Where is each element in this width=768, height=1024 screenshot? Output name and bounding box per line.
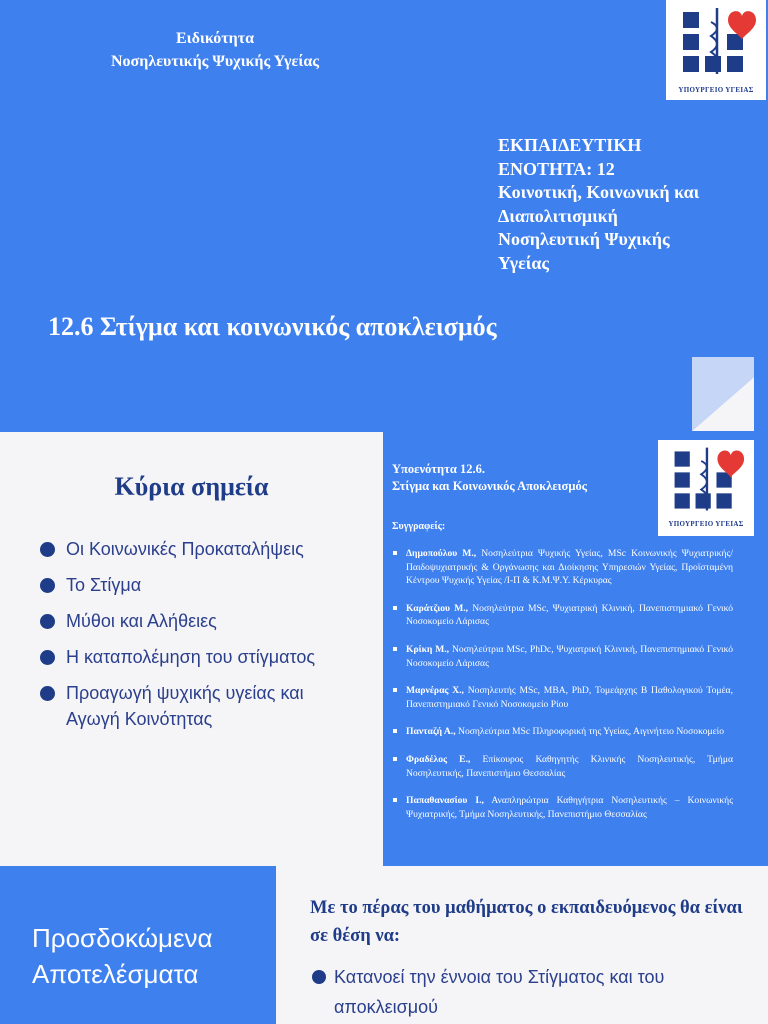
bullet-icon xyxy=(40,686,55,701)
outcomes-title: Προσδοκώμενα Αποτελέσματα xyxy=(32,923,213,989)
unit-line: Διαπολιτισμική xyxy=(498,205,618,226)
bullet-icon xyxy=(393,688,397,692)
authors-list xyxy=(392,547,733,835)
author-item: Κρίκη Μ., Νοσηλεύτρια MSc, PhDc, Ψυχιατρική Κλινική, Πανεπιστημιακό Γενικό Νοσοκομείο Λάρισας xyxy=(392,643,733,670)
author-item: Καράτζιου Μ., Νοσηλεύτρια MSc, Ψυχιατρική Κλινική, Πανεπιστημιακό Γενικό Νοσοκομείο Λάρισας xyxy=(392,602,733,629)
bullet-icon xyxy=(40,542,55,557)
key-points-list xyxy=(40,536,360,742)
authors-heading: Συγγραφείς: xyxy=(392,521,446,532)
list-item: Προαγωγή ψυχικής υγείας και Αγωγή Κοινότητας xyxy=(40,680,360,732)
author-item: Φραδέλος Ε., Επίκουρος Καθηγητής Κλινικής Νοσηλευτικής, Τμήμα Νοσηλευτικής, Πανεπιστήμιο Θεσσαλίας xyxy=(392,753,733,780)
page-fold-decoration-icon xyxy=(692,357,754,431)
specialty-line1: Ειδικότητα xyxy=(175,30,255,47)
logo-caption: ΥΠΟΥΡΓΕΙΟ ΥΓΕΙΑΣ xyxy=(678,86,754,94)
unit-line: Κοινοτική, Κοινωνική και xyxy=(498,182,700,202)
bullet-icon xyxy=(312,970,326,984)
unit-line: Υγείας xyxy=(498,252,550,273)
unit-heading xyxy=(498,134,748,275)
specialty-line2: Νοσηλευτικής Ψυχικής Υγείας xyxy=(111,53,319,70)
unit-line: Νοσηλευτική Ψυχικής xyxy=(498,229,670,249)
bullet-icon xyxy=(40,650,55,665)
bullet-icon xyxy=(393,729,397,733)
bullet-icon xyxy=(393,757,397,761)
author-item: Παπαθανασίου Ι., Αναπληρώτρια Καθηγήτρια Νοσηλευτικής – Κοινωνικής Ψυχιατρικής, Τμήμα Νοσηλευτικής, Πανεπιστήμιο Θεσσαλίας xyxy=(392,794,733,821)
key-points-title: Κύρια σημεία xyxy=(114,472,269,501)
ministry-logo xyxy=(666,0,766,100)
ministry-of-health-logo-icon xyxy=(666,0,766,84)
list-item: Το Στίγμα xyxy=(40,572,360,598)
unit-line: ΕΝΟΤΗΤΑ: 12 xyxy=(498,158,615,179)
lesson-title: 12.6 Στίγμα και κοινωνικός αποκλεισμός xyxy=(48,312,497,341)
bullet-icon xyxy=(393,551,397,555)
author-item: Μαρνέρας Χ., Νοσηλευτής MSc, MBA, PhD, Τομεάρχης Β Παθολογικού Τομέα, Πανεπιστημιακό Γενικό Νοσοκομείο Ρίου xyxy=(392,684,733,711)
list-item: Μύθοι και Αλήθειες xyxy=(40,608,360,634)
author-item: Πανταζή Α., Νοσηλεύτρια MSc Πληροφορική της Υγείας, Αιγινήτειο Νοσοκομείο xyxy=(392,725,733,739)
bullet-icon xyxy=(393,647,397,651)
bullet-icon xyxy=(40,578,55,593)
outcomes-lead: Με το πέρας του μαθήματος ο εκπαιδευόμενος θα είναι σε θέση να: xyxy=(310,898,743,946)
bullet-icon xyxy=(393,798,397,802)
specialty-heading xyxy=(60,27,370,73)
author-item: Δημοπούλου Μ., Νοσηλεύτρια Ψυχικής Υγείας, MSc Κοινωνικής Ψυχιατρικής/Παιδοψυχιατρικής & Οργάνωσης και Διοίκησης Υπηρεσιών Υγείας, Προϊσταμένη Κέντρου Ψυχικής Υγείας /Ι-Π & Κ.Μ.Ψ.Υ. Κέρκυρας xyxy=(392,547,733,588)
bullet-icon xyxy=(40,614,55,629)
ministry-logo-small xyxy=(658,440,754,536)
list-item: Οι Κοινωνικές Προκαταλήψεις xyxy=(40,536,360,562)
bullet-icon xyxy=(393,606,397,610)
list-item: Η καταπολέμηση του στίγματος xyxy=(40,644,360,670)
outcomes-list xyxy=(312,962,752,1022)
logo-caption: ΥΠΟΥΡΓΕΙΟ ΥΓΕΙΑΣ xyxy=(668,520,744,528)
subunit-title: Υποενότητα 12.6. Στίγμα και Κοινωνικός Αποκλεισμός xyxy=(392,462,587,493)
unit-line: ΕΚΠΑΙΔΕΥΤΙΚΗ xyxy=(498,135,642,155)
list-item: Κατανοεί την έννοια του Στίγματος και του αποκλεισμού xyxy=(312,962,752,1022)
ministry-of-health-logo-icon xyxy=(658,440,754,520)
